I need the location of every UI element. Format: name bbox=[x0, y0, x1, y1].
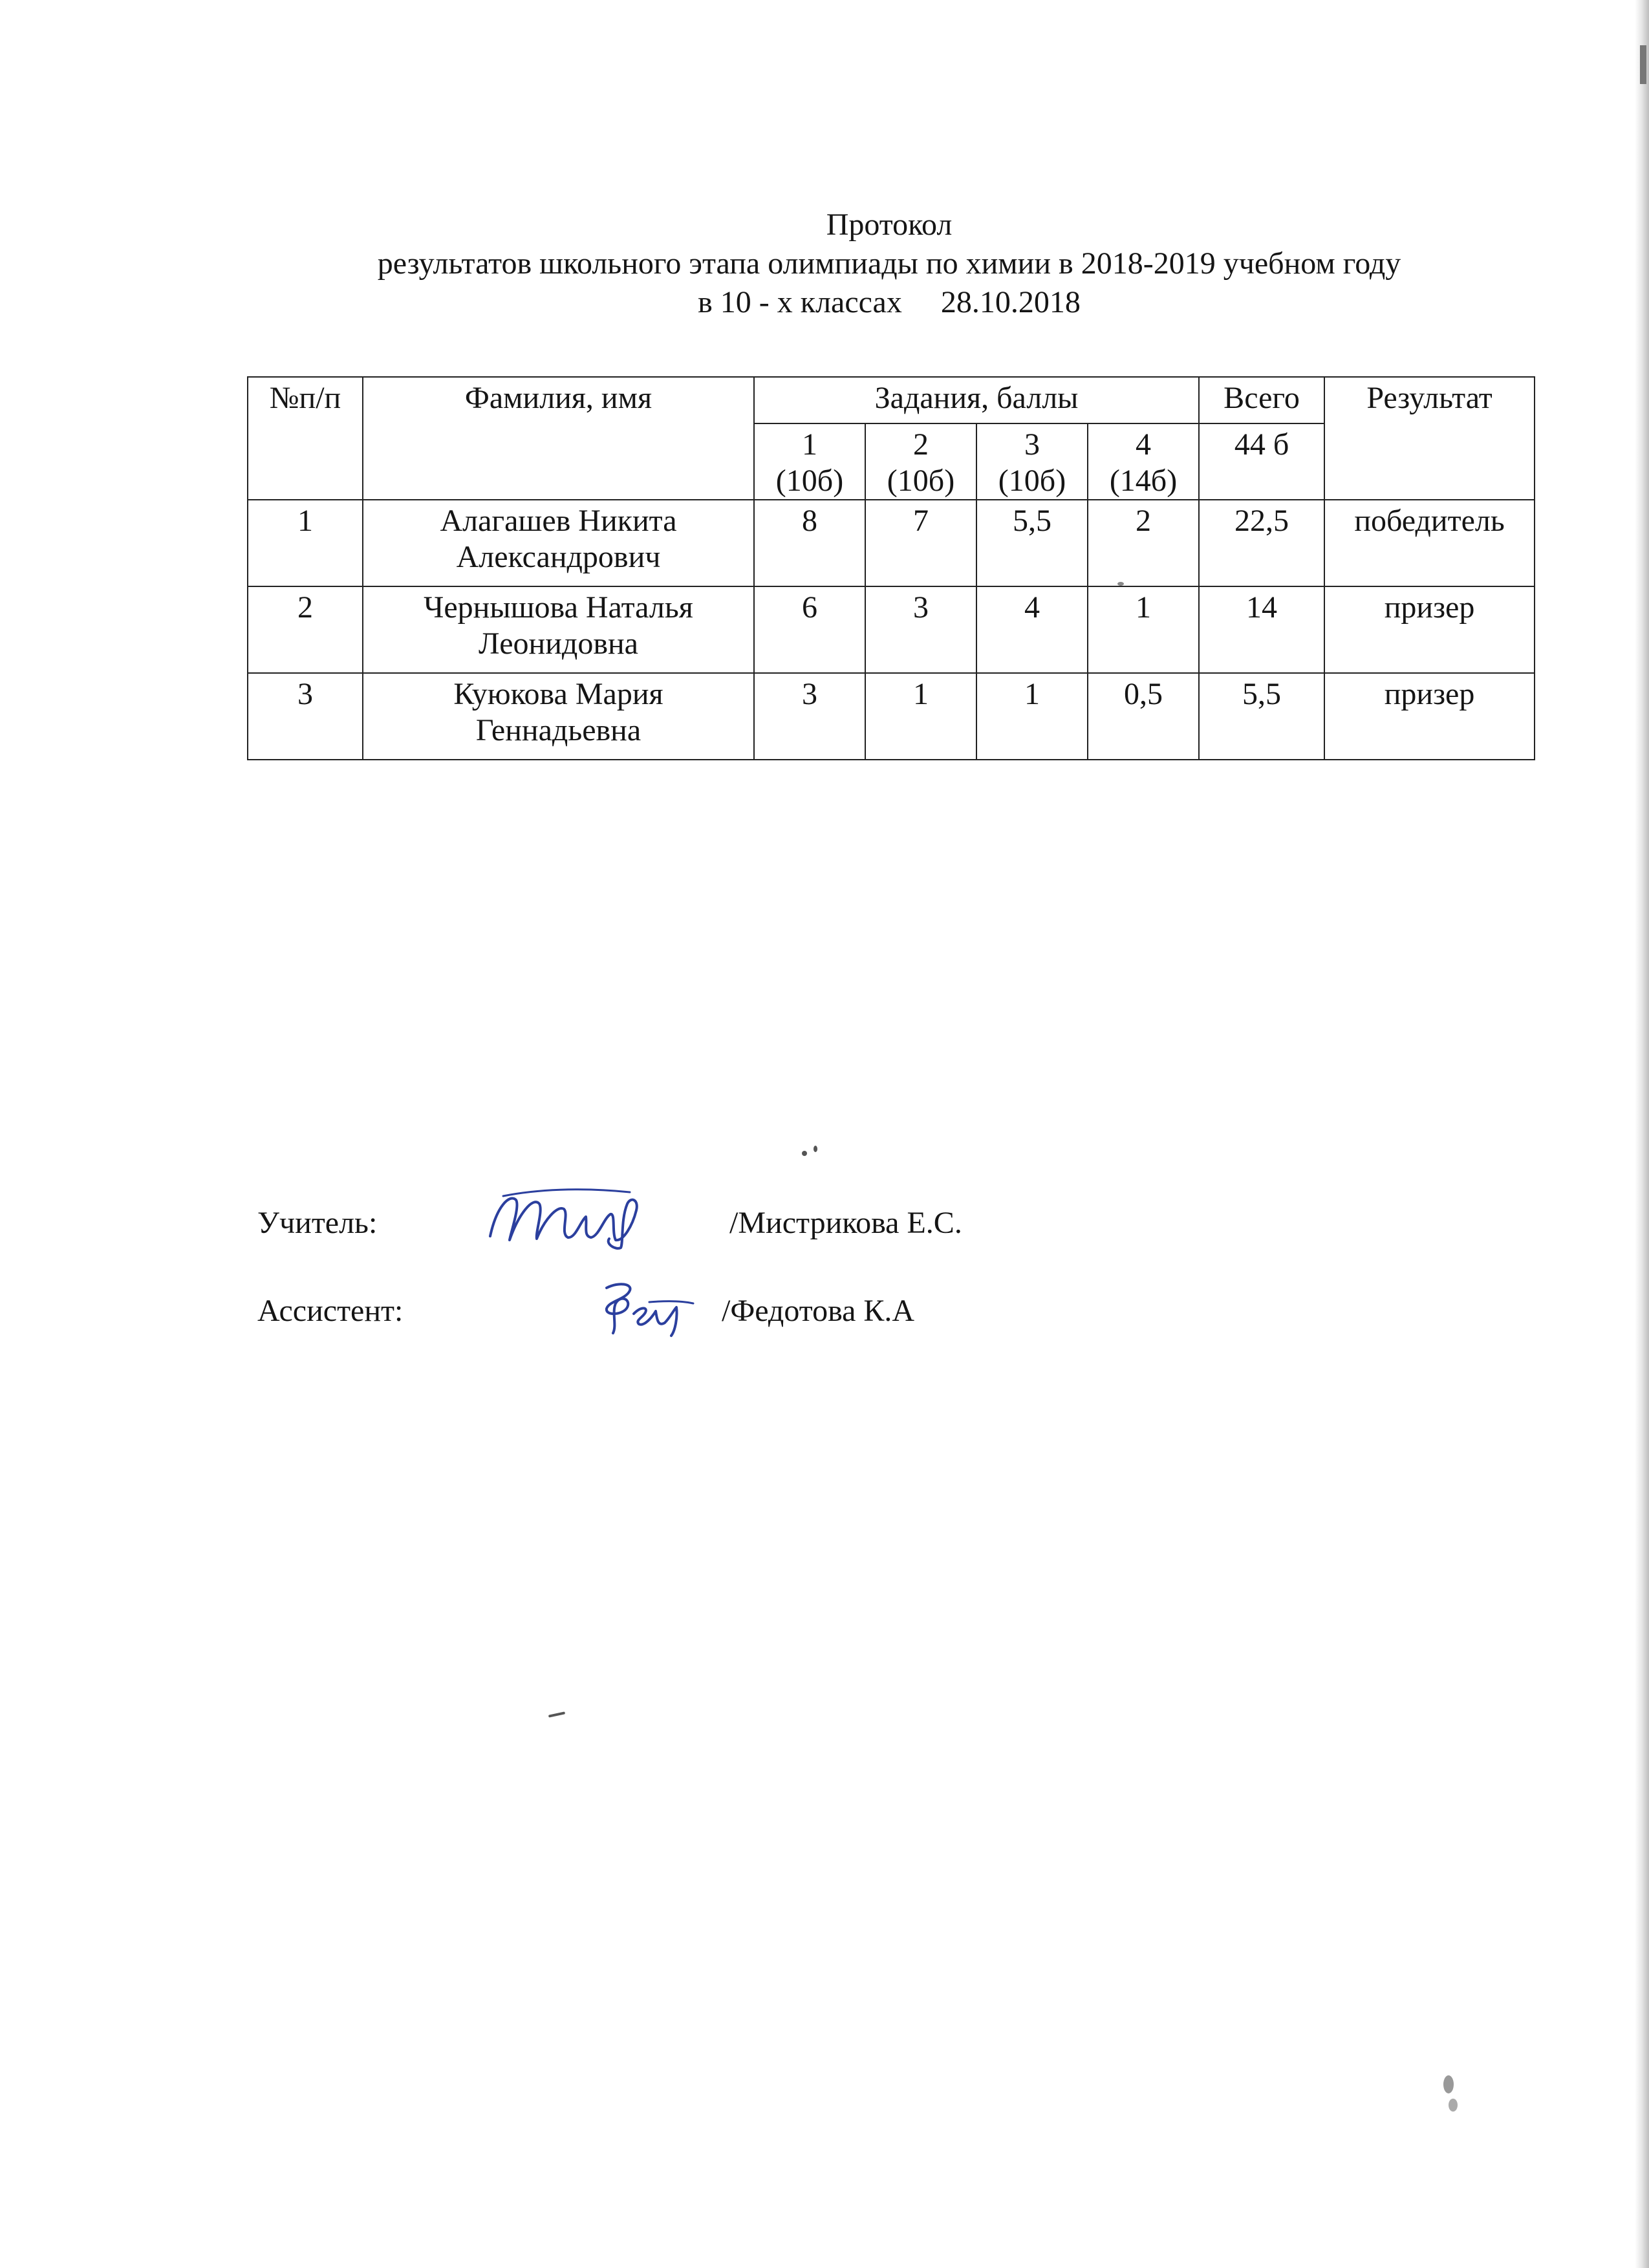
protocol-subtitle: результатов школьного этапа олимпиады по химии в 2018-2019 учебном году bbox=[377, 246, 1401, 281]
cell-name bbox=[363, 586, 754, 673]
protocol-title: Протокол bbox=[826, 208, 953, 242]
scan-speck bbox=[548, 1711, 565, 1717]
task-number: 4 bbox=[1136, 427, 1152, 462]
cell-result: победитель bbox=[1324, 500, 1535, 586]
name-line: Александрович bbox=[456, 540, 661, 574]
header-tasks: Задания, баллы bbox=[754, 377, 1199, 423]
cell-score: 1 bbox=[1088, 586, 1199, 673]
protocol-header bbox=[246, 206, 1533, 322]
results-table bbox=[247, 376, 1535, 760]
task-max-points: (10б) bbox=[775, 464, 844, 498]
header-name: Фамилия, имя bbox=[363, 377, 754, 500]
header-task-2 bbox=[865, 423, 976, 500]
cell-total: 22,5 bbox=[1199, 500, 1324, 586]
cell-total: 14 bbox=[1199, 586, 1324, 673]
header-result: Результат bbox=[1324, 377, 1535, 500]
cell-score: 1 bbox=[976, 673, 1088, 760]
cell-result: призер bbox=[1324, 586, 1535, 673]
cell-score: 3 bbox=[754, 673, 865, 760]
table-row bbox=[248, 500, 1535, 586]
scan-speck bbox=[802, 1151, 807, 1156]
assistant-name: /Федотова К.А bbox=[722, 1294, 915, 1328]
cell-name bbox=[363, 673, 754, 760]
cell-score: 3 bbox=[865, 586, 976, 673]
header-total: Всего bbox=[1199, 377, 1324, 423]
header-task-3 bbox=[976, 423, 1088, 500]
name-line: Леонидовна bbox=[479, 626, 638, 661]
task-max-points: (10б) bbox=[998, 464, 1066, 498]
teacher-name: /Мистрикова Е.С. bbox=[729, 1206, 962, 1240]
cell-number: 1 bbox=[248, 500, 363, 586]
cell-score: 0,5 bbox=[1088, 673, 1199, 760]
table-row bbox=[248, 673, 1535, 760]
cell-result: призер bbox=[1324, 673, 1535, 760]
task-number: 1 bbox=[802, 427, 817, 462]
task-max-points: (14б) bbox=[1109, 464, 1178, 498]
cell-number: 3 bbox=[248, 673, 363, 760]
cell-score: 5,5 bbox=[976, 500, 1088, 586]
header-number: №п/п bbox=[248, 377, 363, 500]
cell-score: 6 bbox=[754, 586, 865, 673]
scan-speck bbox=[1443, 2075, 1454, 2093]
cell-score: 4 bbox=[976, 586, 1088, 673]
cell-name bbox=[363, 500, 754, 586]
name-line: Куюкова Мария bbox=[453, 677, 663, 711]
table-row bbox=[248, 586, 1535, 673]
name-line: Алагашев Никита bbox=[440, 504, 677, 538]
assistant-handwritten-signature bbox=[587, 1275, 697, 1340]
cell-score: 7 bbox=[865, 500, 976, 586]
cell-score: 1 bbox=[865, 673, 976, 760]
header-total-max: 44 б bbox=[1199, 423, 1324, 500]
name-line: Чернышова Наталья bbox=[424, 590, 693, 625]
scan-speck bbox=[814, 1146, 817, 1152]
teacher-label: Учитель: bbox=[257, 1206, 378, 1240]
task-number: 3 bbox=[1024, 427, 1040, 462]
teacher-signature-line bbox=[257, 1204, 1098, 1281]
teacher-handwritten-signature bbox=[477, 1181, 671, 1252]
cell-number: 2 bbox=[248, 586, 363, 673]
scan-speck bbox=[1449, 2099, 1458, 2112]
cell-score: 8 bbox=[754, 500, 865, 586]
header-task-4 bbox=[1088, 423, 1199, 500]
header-task-1 bbox=[754, 423, 865, 500]
cell-total: 5,5 bbox=[1199, 673, 1324, 760]
assistant-label: Ассистент: bbox=[257, 1294, 404, 1328]
name-line: Геннадьевна bbox=[475, 713, 641, 747]
assistant-signature-line bbox=[257, 1292, 1098, 1369]
scan-edge-shadow bbox=[1635, 0, 1649, 2268]
protocol-class-date: в 10 - х классах 28.10.2018 bbox=[698, 285, 1081, 319]
table-header-row bbox=[248, 377, 1535, 423]
task-max-points: (10б) bbox=[887, 464, 955, 498]
task-number: 2 bbox=[913, 427, 929, 462]
scan-edge-mark bbox=[1640, 45, 1646, 84]
cell-score: 2 bbox=[1088, 500, 1199, 586]
